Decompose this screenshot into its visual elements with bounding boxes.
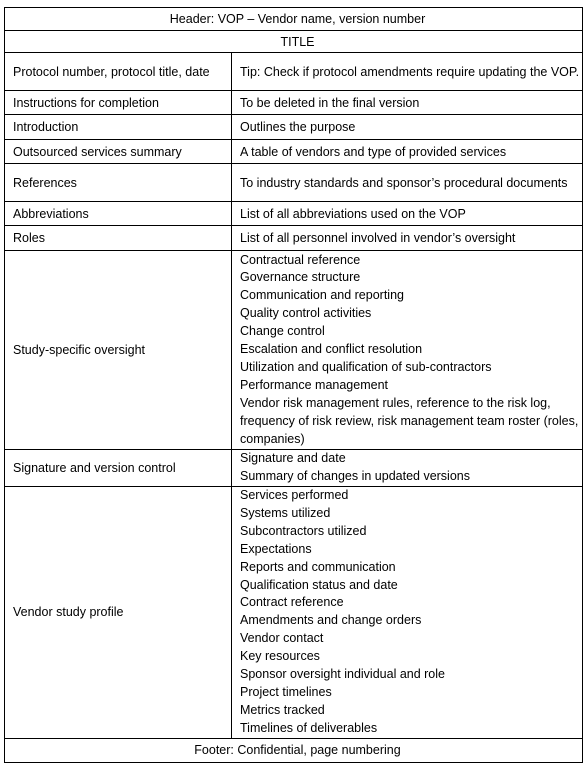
- description-line: Sponsor oversight individual and role: [240, 667, 445, 682]
- description-line: Governance structure: [240, 270, 361, 285]
- description-line: Vendor contact: [240, 631, 324, 646]
- table-row: [5, 202, 583, 226]
- description-line: Key resources: [240, 649, 320, 664]
- description-cell: [232, 487, 583, 739]
- description-line: Qualification status and date: [240, 577, 398, 592]
- description-line: Signature and date: [240, 451, 346, 466]
- description-line: Systems utilized: [240, 505, 331, 520]
- header-cell: Header: VOP – Vendor name, version number: [5, 8, 583, 31]
- description-line: Escalation and conflict resolution: [240, 342, 423, 357]
- description-line: Performance management: [240, 377, 388, 392]
- vop-template-table: [4, 7, 583, 763]
- description-cell: To industry standards and sponsor’s procedural documents: [232, 164, 583, 202]
- table-row: [5, 164, 583, 202]
- table-row: [5, 91, 583, 115]
- description-line: Amendments and change orders: [240, 613, 422, 628]
- section-cell: Study-specific oversight: [5, 251, 232, 450]
- description-line: Summary of changes in updated versions: [240, 469, 470, 483]
- section-cell: References: [5, 164, 232, 202]
- description-line: Reports and communication: [240, 559, 396, 574]
- table-row: [5, 115, 583, 140]
- header-row: [5, 8, 583, 31]
- description-line: Change control: [240, 324, 325, 339]
- section-cell: Roles: [5, 226, 232, 251]
- section-cell: Protocol number, protocol title, date: [5, 53, 232, 91]
- section-cell: Abbreviations: [5, 202, 232, 226]
- description-cell: A table of vendors and type of provided services: [232, 140, 583, 164]
- description-line: Contractual reference: [240, 252, 361, 267]
- description-line: Services performed: [240, 488, 349, 502]
- section-cell: Vendor study profile: [5, 487, 232, 739]
- description-line: Project timelines: [240, 684, 332, 699]
- description-line: Subcontractors utilized: [240, 523, 367, 538]
- description-line: Quality control activities: [240, 306, 372, 321]
- description-cell: Tip: Check if protocol amendments require updating the VOP.: [232, 53, 583, 91]
- description-cell: Outlines the purpose: [232, 115, 583, 140]
- table-row: [5, 140, 583, 164]
- description-line: Vendor risk management rules, reference to the risk log, frequency of risk review, risk management team roster (roles, companies): [240, 395, 579, 446]
- description-cell: [232, 450, 583, 487]
- description-line: Communication and reporting: [240, 288, 404, 303]
- section-cell: Signature and version control: [5, 450, 232, 487]
- table-row: [5, 226, 583, 251]
- section-cell: Instructions for completion: [5, 91, 232, 115]
- description-line: Utilization and qualification of sub-contractors: [240, 359, 492, 374]
- table-row: [5, 487, 583, 739]
- title-cell: TITLE: [5, 31, 583, 53]
- description-cell: List of all personnel involved in vendor’s oversight: [232, 226, 583, 251]
- footer-row: [5, 738, 583, 762]
- section-cell: Introduction: [5, 115, 232, 140]
- table-row: [5, 53, 583, 91]
- description-line: Metrics tracked: [240, 702, 325, 717]
- table-row: [5, 251, 583, 450]
- description-line: Timelines of deliverables: [240, 720, 378, 735]
- description-cell: To be deleted in the final version: [232, 91, 583, 115]
- table-row: [5, 450, 583, 487]
- section-cell: Outsourced services summary: [5, 140, 232, 164]
- description-line: Expectations: [240, 541, 312, 556]
- description-line: Contract reference: [240, 595, 344, 610]
- title-row: [5, 31, 583, 53]
- description-cell: [232, 251, 583, 450]
- footer-cell: Footer: Confidential, page numbering: [5, 738, 583, 762]
- description-cell: List of all abbreviations used on the VOP: [232, 202, 583, 226]
